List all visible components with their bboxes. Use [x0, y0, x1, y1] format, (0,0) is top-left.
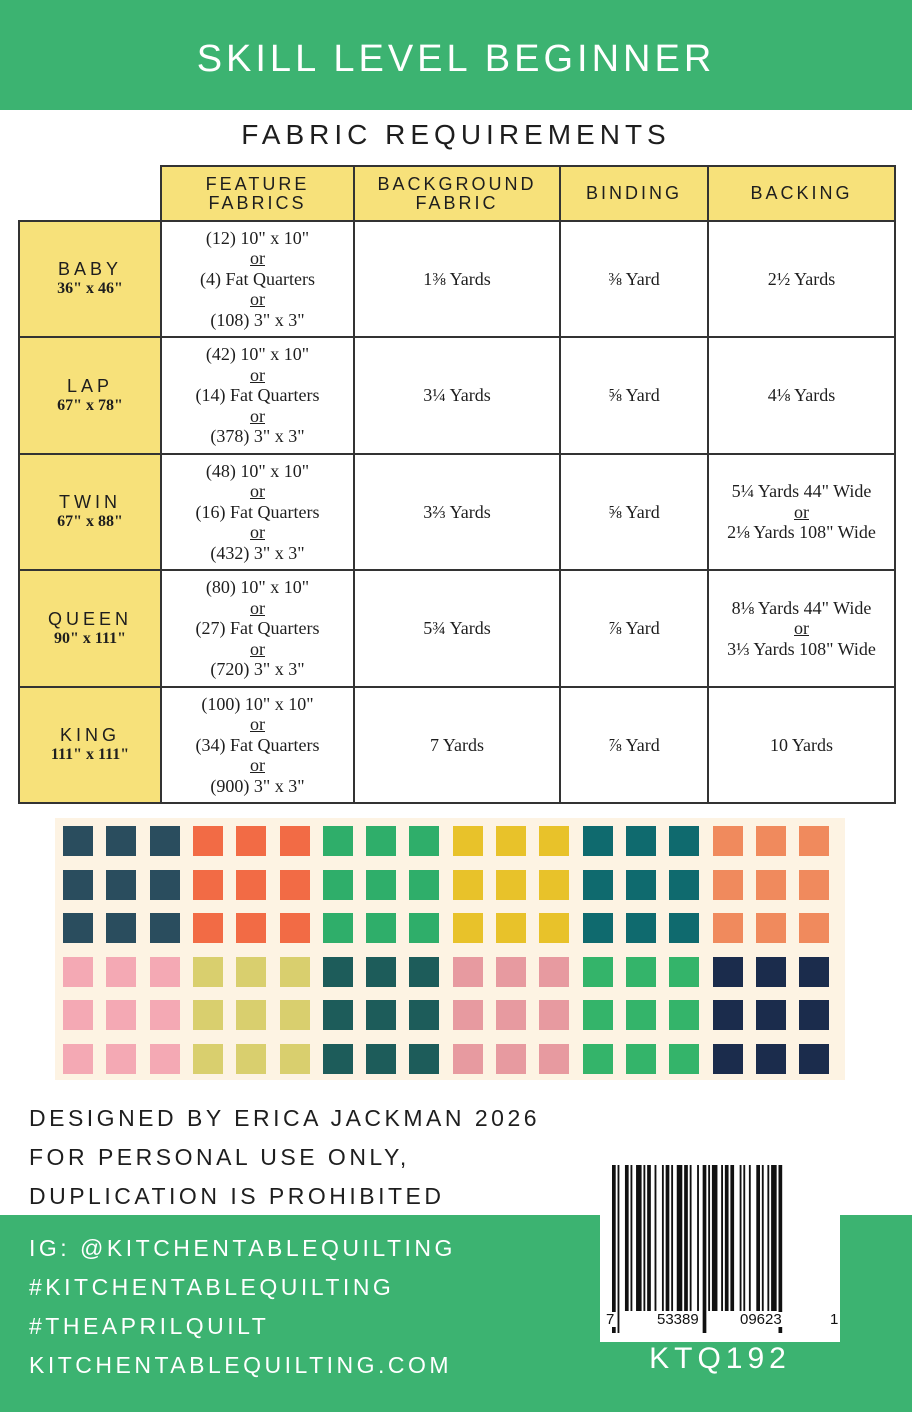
fabric-swatch — [583, 913, 613, 943]
backing-cell — [708, 570, 895, 687]
fabric-swatch — [539, 1000, 569, 1030]
fabric-swatch — [669, 870, 699, 900]
or-separator: or — [250, 714, 265, 735]
row-size-dims: 36" x 46" — [57, 280, 123, 298]
row-size-name: LAP — [66, 375, 114, 396]
fabric-swatch — [626, 1000, 656, 1030]
fabric-requirements-table — [18, 165, 896, 804]
fabric-swatch — [150, 957, 180, 987]
fabric-swatch — [583, 826, 613, 856]
fabric-swatch — [713, 1000, 743, 1030]
fabric-swatch — [539, 913, 569, 943]
or-separator: or — [250, 405, 265, 426]
fabric-swatch — [236, 913, 266, 943]
or-separator: or — [250, 481, 265, 502]
feature-option: (34) Fat Quarters — [195, 734, 320, 755]
fabric-swatch — [583, 957, 613, 987]
barcode-bar — [712, 1165, 718, 1311]
barcode-bar — [721, 1165, 723, 1311]
fabric-swatch — [366, 826, 396, 856]
barcode-bar — [756, 1165, 760, 1311]
backing-option: 5¼ Yards 44" Wide — [731, 481, 872, 502]
hashtag-theaprilquilt: #THEAPRILQUILT — [29, 1313, 270, 1339]
fabric-swatch — [280, 957, 310, 987]
fabric-swatch — [280, 1000, 310, 1030]
fabric-swatch — [323, 870, 353, 900]
fabric-swatch — [236, 870, 266, 900]
fabric-swatch — [409, 913, 439, 943]
fabric-swatch — [799, 1000, 829, 1030]
fabric-swatch — [280, 1044, 310, 1074]
binding-cell: ⅞ Yard — [560, 570, 708, 687]
fabric-swatch — [496, 1044, 526, 1074]
or-separator: or — [250, 248, 265, 269]
fabric-swatch — [106, 826, 136, 856]
fabric-swatch — [496, 957, 526, 987]
table-row — [19, 454, 895, 570]
fabric-swatch — [150, 870, 180, 900]
fabric-swatch — [496, 870, 526, 900]
backing-option: 10 Yards — [769, 734, 834, 755]
barcode-bar — [762, 1165, 764, 1311]
background-fabric-cell: 3¼ Yards — [354, 337, 560, 454]
or-separator: or — [250, 597, 265, 618]
fabric-swatch — [453, 913, 483, 943]
barcode-bar — [662, 1165, 664, 1311]
fabric-swatch — [193, 1044, 223, 1074]
or-separator: or — [250, 522, 265, 543]
barcode-bar — [612, 1165, 616, 1333]
fabric-swatch — [583, 1044, 613, 1074]
fabric-swatch — [496, 1000, 526, 1030]
barcode-bar — [690, 1165, 692, 1311]
row-size-name: QUEEN — [47, 608, 132, 629]
fabric-swatch — [669, 957, 699, 987]
fabric-swatch — [63, 870, 93, 900]
fabric-swatch — [366, 870, 396, 900]
fabric-swatch — [539, 1044, 569, 1074]
feature-option: (16) Fat Quarters — [195, 501, 320, 522]
barcode-bar — [697, 1165, 699, 1311]
fabric-swatch — [63, 826, 93, 856]
col-header-backing-line1: BACKING — [750, 183, 853, 204]
fabric-swatch — [236, 1044, 266, 1074]
fabric-swatch — [713, 913, 743, 943]
feature-option: (900) 3" x 3" — [210, 775, 305, 796]
barcode-digits-left: 53389 — [657, 1311, 699, 1328]
table-row — [19, 570, 895, 687]
fabric-swatch — [626, 826, 656, 856]
row-header-king — [19, 687, 161, 803]
feature-option: (42) 10" x 10" — [205, 344, 310, 365]
barcode-bar — [730, 1165, 734, 1311]
fabric-swatch — [626, 1044, 656, 1074]
website-url: KITCHENTABLEQUILTING.COM — [29, 1352, 453, 1378]
barcode-bar — [743, 1165, 745, 1311]
fabric-swatch — [193, 957, 223, 987]
fabric-swatch — [323, 913, 353, 943]
row-size-dims: 111" x 111" — [50, 746, 130, 764]
col-header-feature — [161, 166, 354, 221]
barcode-bar — [677, 1165, 683, 1311]
fabric-swatch — [193, 870, 223, 900]
backing-option: 8⅛ Yards 44" Wide — [731, 597, 872, 618]
feature-option: (378) 3" x 3" — [210, 426, 305, 447]
fabric-swatch — [626, 913, 656, 943]
table-header-row — [19, 166, 895, 221]
fabric-swatch — [106, 913, 136, 943]
feature-option: (48) 10" x 10" — [205, 460, 310, 481]
fabric-swatch — [799, 1044, 829, 1074]
fabric-swatch — [106, 870, 136, 900]
usage-notice: FOR PERSONAL USE ONLY, — [29, 1144, 410, 1170]
fabric-swatch — [236, 826, 266, 856]
fabric-swatch — [63, 1000, 93, 1030]
fabric-swatch — [453, 1000, 483, 1030]
col-header-background-line1: BACKGROUND — [377, 173, 537, 194]
fabric-swatch — [496, 826, 526, 856]
fabric-swatch — [236, 1000, 266, 1030]
fabric-swatch — [713, 826, 743, 856]
or-separator: or — [250, 289, 265, 310]
fabric-swatch — [669, 913, 699, 943]
product-code: KTQ192 — [649, 1342, 791, 1375]
feature-option: (720) 3" x 3" — [210, 659, 305, 680]
fabric-swatch — [366, 957, 396, 987]
fabric-swatch — [539, 826, 569, 856]
fabric-swatch — [583, 1000, 613, 1030]
barcode-icon — [612, 1165, 832, 1335]
backing-cell — [708, 221, 895, 337]
skill-level-title: SKILL LEVEL BEGINNER — [196, 38, 716, 80]
fabric-swatch — [799, 957, 829, 987]
fabric-swatch — [323, 1000, 353, 1030]
fabric-swatch — [366, 1044, 396, 1074]
fabric-swatch — [323, 826, 353, 856]
fabric-swatch — [106, 957, 136, 987]
feature-fabrics-cell — [161, 337, 354, 454]
row-size-name: BABY — [57, 259, 123, 280]
row-header-baby — [19, 221, 161, 337]
fabric-swatch — [193, 913, 223, 943]
fabric-swatch — [713, 1044, 743, 1074]
fabric-swatch — [756, 1044, 786, 1074]
or-separator: or — [250, 638, 265, 659]
fabric-swatch — [409, 870, 439, 900]
credits-block — [29, 1099, 540, 1216]
fabric-swatch — [366, 913, 396, 943]
barcode-bar — [631, 1165, 633, 1311]
fabric-swatch — [539, 870, 569, 900]
fabric-swatch — [150, 913, 180, 943]
binding-cell: ⅞ Yard — [560, 687, 708, 803]
table-row — [19, 337, 895, 454]
barcode-bar — [618, 1165, 620, 1333]
binding-cell: ⅝ Yard — [560, 454, 708, 570]
fabric-swatch — [106, 1000, 136, 1030]
row-header-twin — [19, 454, 161, 570]
background-fabric-cell: 5¾ Yards — [354, 570, 560, 687]
feature-fabrics-cell — [161, 454, 354, 570]
table-row — [19, 687, 895, 803]
fabric-swatch — [63, 913, 93, 943]
fabric-swatch — [280, 826, 310, 856]
background-fabric-cell: 7 Yards — [354, 687, 560, 803]
backing-option: 3⅓ Yards 108" Wide — [727, 638, 876, 659]
fabric-swatch — [756, 826, 786, 856]
fabric-swatch — [799, 870, 829, 900]
barcode-bar — [636, 1165, 642, 1311]
barcode-digits-right: 09623 — [740, 1311, 782, 1328]
barcode-bar — [703, 1165, 707, 1333]
fabric-swatch — [280, 870, 310, 900]
fabric-swatch — [669, 1044, 699, 1074]
col-header-binding-line1: BINDING — [585, 183, 682, 204]
fabric-swatch — [453, 826, 483, 856]
feature-fabrics-cell — [161, 221, 354, 337]
feature-fabrics-cell — [161, 687, 354, 803]
fabric-swatch — [63, 957, 93, 987]
barcode-bar — [725, 1165, 729, 1311]
fabric-swatch — [799, 826, 829, 856]
barcode-digit-check: 1 — [830, 1311, 839, 1328]
fabric-swatch — [236, 957, 266, 987]
col-header-backing — [708, 166, 895, 221]
col-header-feature-line1: FEATURE — [205, 173, 310, 194]
fabric-swatch — [63, 1044, 93, 1074]
col-header-binding — [560, 166, 708, 221]
row-size-name: KING — [59, 725, 120, 746]
fabric-swatch — [496, 913, 526, 943]
backing-cell — [708, 687, 895, 803]
or-separator: or — [250, 755, 265, 776]
barcode-bar — [779, 1165, 783, 1333]
col-header-feature-line2: FABRICS — [208, 192, 307, 213]
fabric-swatch — [409, 1000, 439, 1030]
background-fabric-cell: 1⅜ Yards — [354, 221, 560, 337]
or-separator: or — [794, 618, 809, 639]
fabric-swatch — [366, 1000, 396, 1030]
feature-option: (432) 3" x 3" — [210, 542, 305, 563]
fabric-requirements-title: FABRIC REQUIREMENTS — [241, 119, 671, 150]
feature-option: (4) Fat Quarters — [200, 268, 315, 289]
fabric-swatch — [106, 1044, 136, 1074]
barcode-bar — [684, 1165, 688, 1311]
backing-option: 4⅛ Yards — [767, 385, 836, 406]
fabric-swatch — [756, 1000, 786, 1030]
feature-fabrics-cell — [161, 570, 354, 687]
duplication-notice: DUPLICATION IS PROHIBITED — [29, 1183, 445, 1209]
barcode-bar — [671, 1165, 673, 1311]
row-size-dims: 90" x 111" — [54, 629, 126, 647]
fabric-swatch — [626, 870, 656, 900]
table-row — [19, 221, 895, 337]
barcode-digit-lead: 7 — [606, 1311, 615, 1328]
fabric-swatch — [193, 1000, 223, 1030]
binding-cell: ⅝ Yard — [560, 337, 708, 454]
barcode-bar — [749, 1165, 751, 1311]
backing-option: 2½ Yards — [767, 268, 836, 289]
fabric-swatch — [756, 913, 786, 943]
feature-option: (80) 10" x 10" — [205, 577, 310, 598]
hashtag-kitchentablequilting: #KITCHENTABLEQUILTING — [29, 1274, 395, 1300]
fabric-swatch — [756, 957, 786, 987]
instagram-handle: IG: @KITCHENTABLEQUILTING — [29, 1235, 456, 1261]
fabric-swatch — [323, 957, 353, 987]
social-block — [29, 1229, 456, 1385]
barcode-bar — [740, 1165, 742, 1311]
barcode-bar — [767, 1165, 769, 1311]
header-banner — [0, 0, 912, 110]
barcode-bar — [666, 1165, 670, 1311]
fabric-swatch — [193, 826, 223, 856]
col-header-background — [354, 166, 560, 221]
fabric-swatch — [150, 1000, 180, 1030]
barcode-bar — [708, 1165, 710, 1311]
backing-cell — [708, 337, 895, 454]
col-header-background-line2: FABRIC — [415, 192, 499, 213]
fabric-swatch — [453, 957, 483, 987]
row-size-name: TWIN — [59, 492, 121, 513]
or-separator: or — [794, 501, 809, 522]
fabric-swatch — [669, 826, 699, 856]
fabric-swatch — [409, 1044, 439, 1074]
feature-option: (12) 10" x 10" — [205, 227, 310, 248]
fabric-swatch — [323, 1044, 353, 1074]
fabric-swatch — [539, 957, 569, 987]
fabric-swatch — [756, 870, 786, 900]
barcode-bar — [771, 1165, 777, 1311]
background-fabric-cell: 3⅔ Yards — [354, 454, 560, 570]
binding-cell: ⅜ Yard — [560, 221, 708, 337]
feature-option: (14) Fat Quarters — [195, 385, 320, 406]
fabric-swatch — [453, 1044, 483, 1074]
fabric-swatch — [150, 1044, 180, 1074]
designer-credit: DESIGNED BY ERICA JACKMAN 2026 — [29, 1105, 541, 1131]
fabric-swatch — [713, 870, 743, 900]
feature-option: (108) 3" x 3" — [210, 309, 305, 330]
fabric-swatch — [150, 826, 180, 856]
fabric-swatch — [280, 913, 310, 943]
fabric-swatch — [409, 826, 439, 856]
or-separator: or — [250, 364, 265, 385]
backing-option: 2⅛ Yards 108" Wide — [727, 522, 876, 543]
quilt-swatch-preview — [55, 818, 845, 1080]
row-size-dims: 67" x 88" — [57, 513, 123, 531]
barcode-bar — [643, 1165, 645, 1311]
row-header-queen — [19, 570, 161, 687]
table-corner — [19, 166, 161, 221]
barcode-bar — [655, 1165, 657, 1311]
fabric-swatch — [453, 870, 483, 900]
fabric-swatch — [583, 870, 613, 900]
backing-cell — [708, 454, 895, 570]
feature-option: (100) 10" x 10" — [201, 693, 314, 714]
fabric-swatch — [799, 913, 829, 943]
fabric-swatch — [409, 957, 439, 987]
barcode-bar — [647, 1165, 651, 1311]
fabric-swatch — [713, 957, 743, 987]
barcode-bar — [625, 1165, 629, 1311]
row-size-dims: 67" x 78" — [57, 396, 123, 414]
feature-option: (27) Fat Quarters — [195, 618, 320, 639]
fabric-swatch — [669, 1000, 699, 1030]
row-header-lap — [19, 337, 161, 454]
fabric-swatch — [626, 957, 656, 987]
